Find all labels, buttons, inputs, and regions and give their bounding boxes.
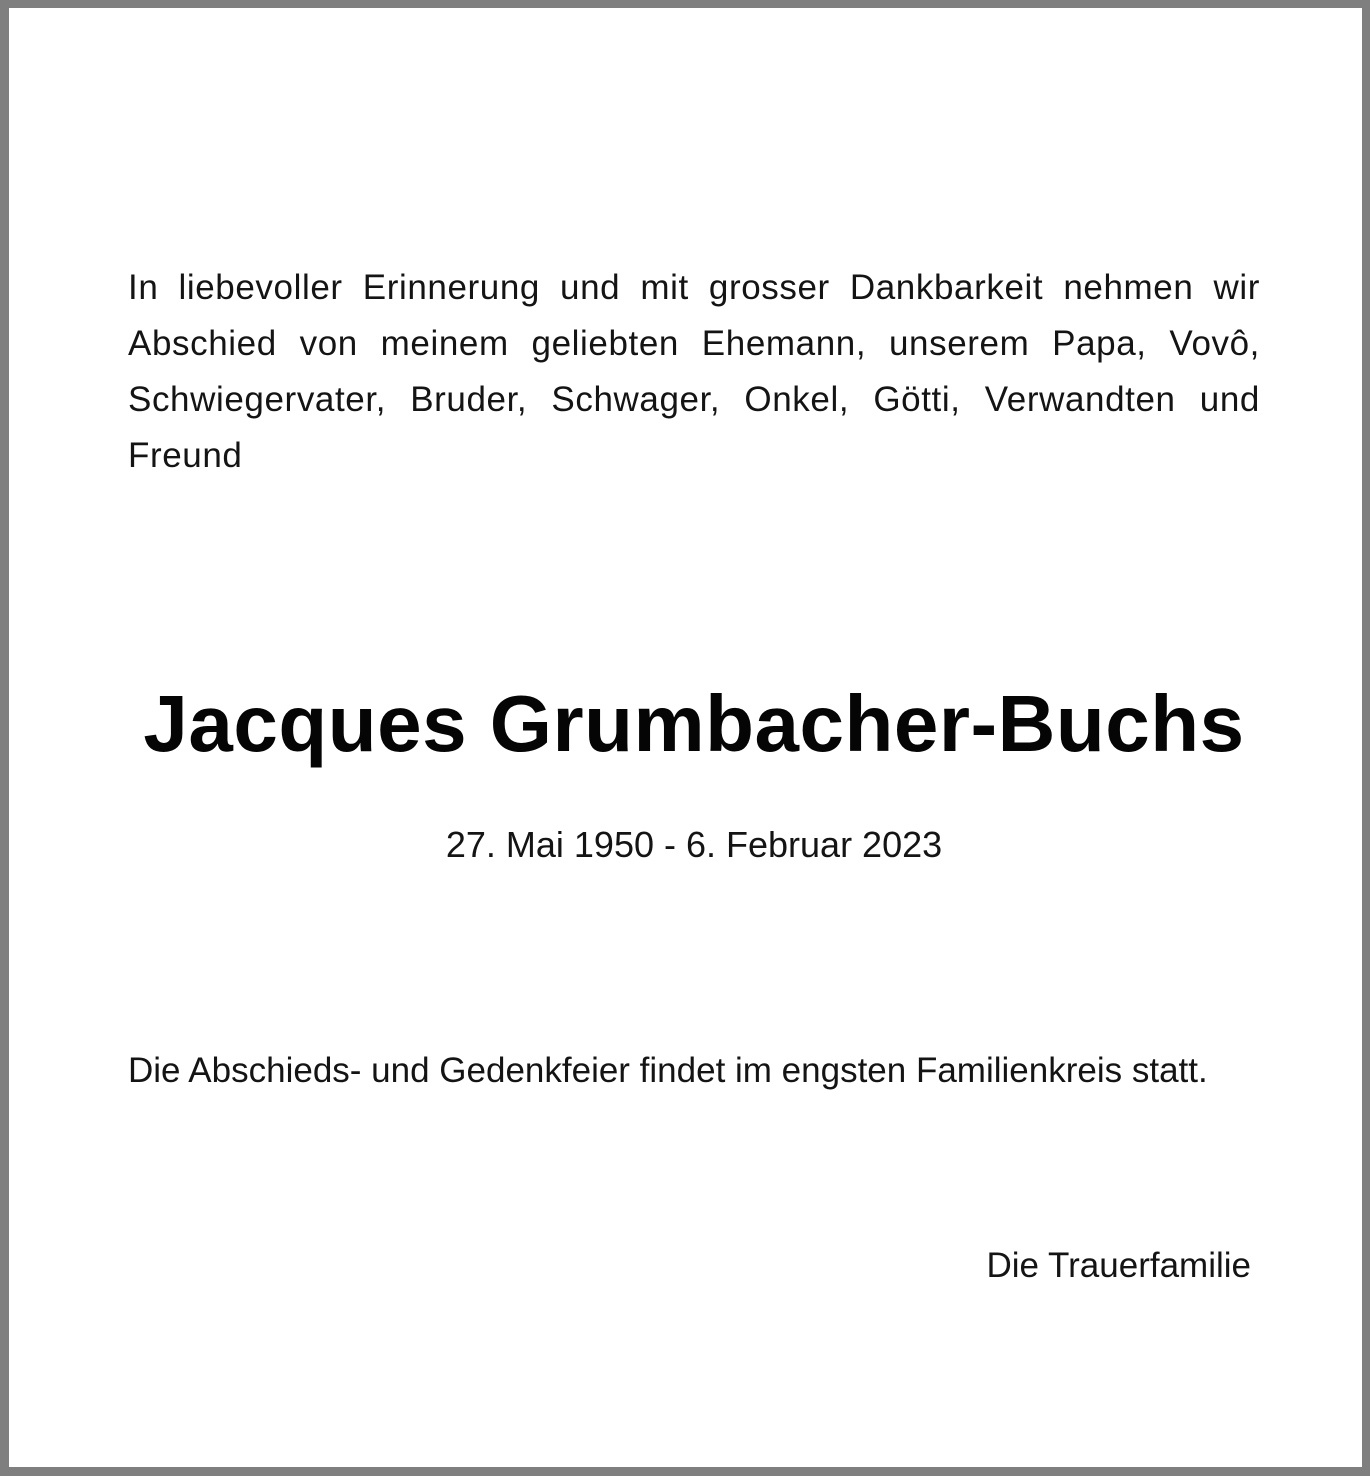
deceased-name: Jacques Grumbacher-Buchs bbox=[143, 679, 1245, 768]
ceremony-note: Die Abschieds- und Gedenkfeier findet im engsten Familienkreis statt. bbox=[128, 1051, 1208, 1090]
life-dates: 27. Mai 1950 - 6. Februar 2023 bbox=[445, 824, 943, 865]
family-signature: Die Trauerfamilie bbox=[986, 1246, 1251, 1285]
intro-text: In liebevoller Erinnerung und mit grosser Dankbarkeit nehmen wir Abschied von meinem geliebten Ehemann, unserem Papa, Vovô, Schwiegervater, Bruder, Schwager, Onkel, Götti, Verwandten und Freund bbox=[128, 268, 1260, 475]
